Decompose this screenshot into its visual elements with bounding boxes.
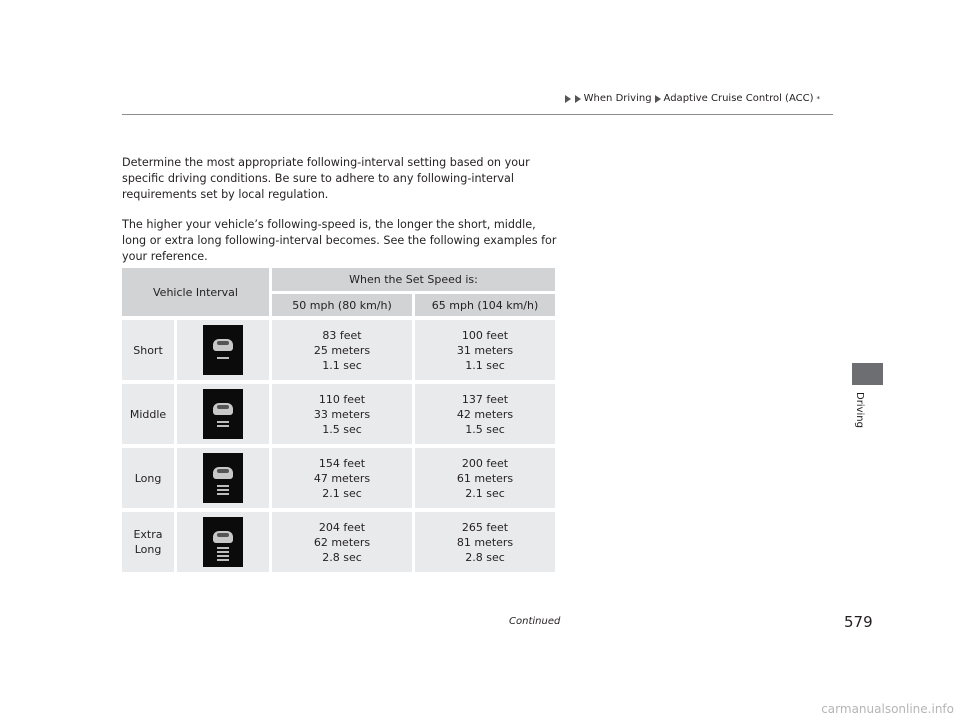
distance-feet: 137 feet xyxy=(461,392,509,406)
distance-meters: 25 meters xyxy=(313,343,371,357)
watermark: carmanualsonline.info xyxy=(821,702,954,716)
row-label: Long xyxy=(122,448,174,508)
section-tab-marker xyxy=(852,363,883,385)
time-sec: 2.8 sec xyxy=(322,550,362,564)
speed-paragraph: The higher your vehicle’s following-speed is, the longer the short, middle, long or extra long following-interval becomes. See the following examples for your reference. xyxy=(122,218,557,264)
distance-meters: 47 meters xyxy=(313,471,371,485)
time-sec: 1.1 sec xyxy=(322,358,362,372)
row-label: Short xyxy=(122,320,174,380)
row-label: Extra Long xyxy=(122,512,174,572)
distance-meters: 62 meters xyxy=(313,535,371,549)
table-row xyxy=(122,320,555,380)
distance-feet: 154 feet xyxy=(318,456,366,470)
car-interval-icon xyxy=(203,325,243,375)
car-interval-icon xyxy=(203,453,243,503)
distance-meters: 31 meters xyxy=(456,343,514,357)
distance-meters: 42 meters xyxy=(456,407,514,421)
time-sec: 2.8 sec xyxy=(465,550,505,564)
asterisk-note: * xyxy=(816,94,820,103)
continued-label: Continued xyxy=(509,616,561,627)
page-number: 579 xyxy=(844,613,873,631)
header-50mph: 50 mph (80 km/h) xyxy=(269,294,412,316)
distance-feet: 110 feet xyxy=(318,392,366,406)
table-row xyxy=(122,384,555,444)
arrow-right-icon xyxy=(575,95,581,103)
arrow-right-icon xyxy=(655,95,661,103)
header-rule xyxy=(122,114,833,115)
breadcrumb xyxy=(564,93,820,104)
distance-meters: 61 meters xyxy=(456,471,514,485)
distance-feet: 204 feet xyxy=(318,520,366,534)
time-sec: 1.1 sec xyxy=(465,358,505,372)
table-row xyxy=(122,448,555,508)
header-65mph: 65 mph (104 km/h) xyxy=(412,294,555,316)
arrow-right-icon xyxy=(565,95,571,103)
row-label: Middle xyxy=(122,384,174,444)
distance-feet: 83 feet xyxy=(322,328,362,342)
breadcrumb-item: Adaptive Cruise Control (ACC) xyxy=(663,93,814,104)
time-sec: 1.5 sec xyxy=(322,422,362,436)
car-interval-icon xyxy=(203,389,243,439)
header-set-speed: When the Set Speed is: xyxy=(269,268,555,294)
time-sec: 2.1 sec xyxy=(322,486,362,500)
header-vehicle-interval: Vehicle Interval xyxy=(122,268,269,316)
breadcrumb-item: When Driving xyxy=(583,93,652,104)
intro-paragraph: Determine the most appropriate following-interval setting based on your specific driving conditions. Be sure to adhere to any following-interval requirements set by local regulation. xyxy=(122,156,530,202)
distance-feet: 100 feet xyxy=(461,328,509,342)
distance-feet: 265 feet xyxy=(461,520,509,534)
time-sec: 2.1 sec xyxy=(465,486,505,500)
distance-meters: 33 meters xyxy=(313,407,371,421)
time-sec: 1.5 sec xyxy=(465,422,505,436)
distance-feet: 200 feet xyxy=(461,456,509,470)
section-label: Driving xyxy=(854,392,865,428)
distance-meters: 81 meters xyxy=(456,535,514,549)
car-interval-icon xyxy=(203,517,243,567)
interval-table xyxy=(122,268,555,572)
table-row xyxy=(122,512,555,572)
